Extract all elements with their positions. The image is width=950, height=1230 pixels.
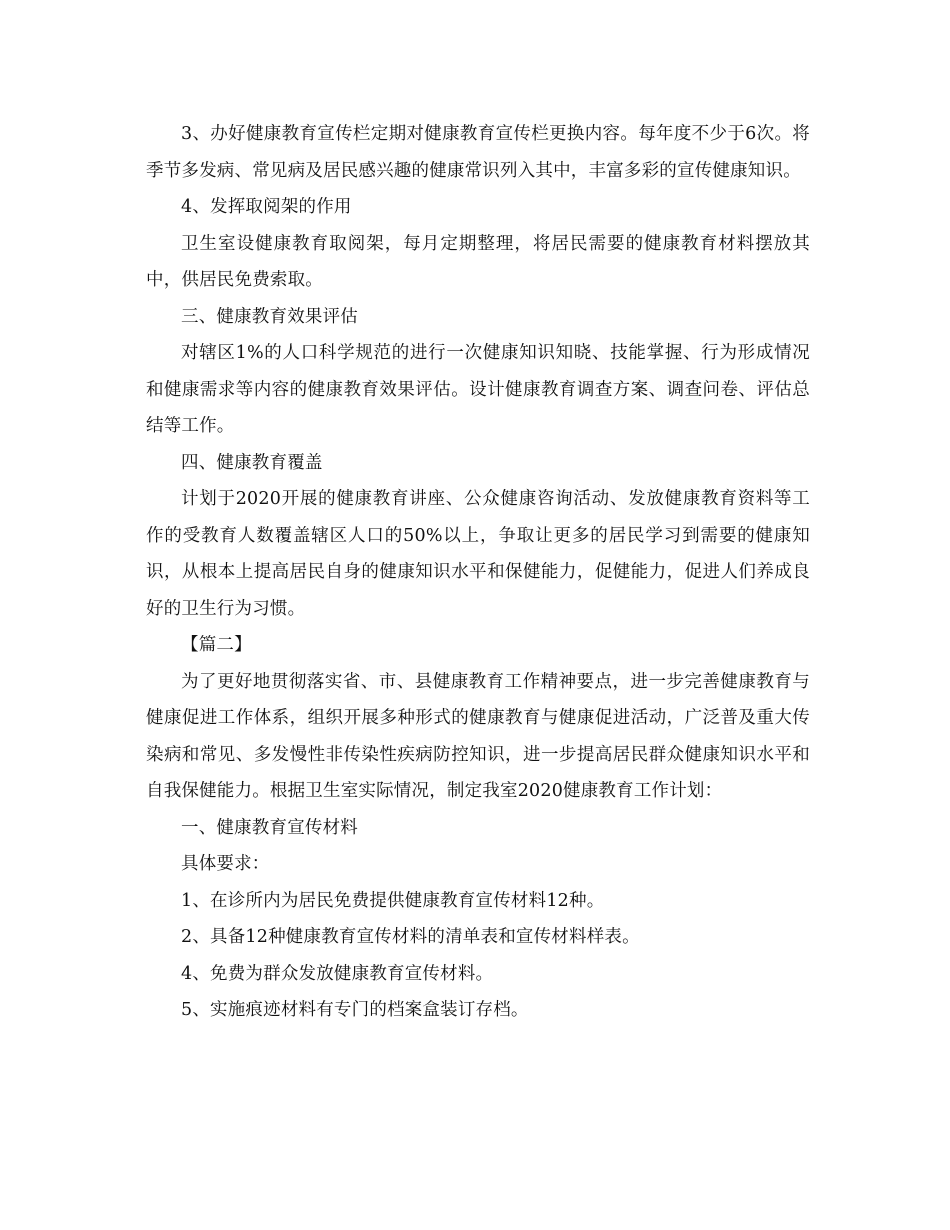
paragraph-introduction: 为了更好地贯彻落实省、市、县健康教育工作精神要点，进一步完善健康教育与健康促进工作体系，组织开展多种形式的健康教育与健康促进活动，广泛普及重大传染病和常见、多发慢性非传染性疾病防控知识，进一步提高居民群众健康知识水平和自我保健能力。根据卫生室实际情况，制定我室2020健康教育工作计划： [146,671,810,801]
list-item-requirement-5: 5、实施痕迹材料有专门的档案盒装订存档。 [181,1000,529,1020]
document-body [146,116,810,1029]
paragraph-reading-rack: 卫生室设健康教育取阅架，每月定期整理，将居民需要的健康教育材料摆放其中，供居民免费索取。 [146,233,810,290]
part-heading-two: 【篇二】 [181,635,252,655]
list-item-requirement-1: 1、在诊所内为居民免费提供健康教育宣传材料12种。 [181,890,605,911]
list-item-requirement-2: 2、具备12种健康教育宣传材料的清单表和宣传材料样表。 [181,927,640,947]
paragraph-requirements-label: 具体要求： [181,854,270,874]
paragraph-evaluation: 对辖区1%的人口科学规范的进行一次健康知识知晓、技能掌握、行为形成情况和健康需求等内容的健康教育效果评估。设计健康教育调查方案、调查问卷、评估总结等工作。 [146,343,810,436]
section-heading-evaluation: 三、健康教育效果评估 [181,306,358,327]
paragraph-reading-rack-heading: 4、发挥取阅架的作用 [181,197,352,217]
section-heading-coverage: 四、健康教育覆盖 [181,452,323,473]
paragraph-bulletin-board: 3、办好健康教育宣传栏定期对健康教育宣传栏更换内容。每年度不少于6次。将季节多发病、常见病及居民感兴趣的健康常识列入其中，丰富多彩的宣传健康知识。 [146,124,810,181]
list-item-requirement-4: 4、免费为群众发放健康教育宣传材料。 [181,963,494,984]
paragraph-coverage: 计划于2020开展的健康教育讲座、公众健康咨询活动、发放健康教育资料等工作的受教育人数覆盖辖区人口的50%以上，争取让更多的居民学习到需要的健康知识，从根本上提高居民自身的健康知识水平和保健能力，促健能力，促进人们养成良好的卫生行为习惯。 [146,489,810,619]
section-heading-materials: 一、健康教育宣传材料 [181,817,358,838]
